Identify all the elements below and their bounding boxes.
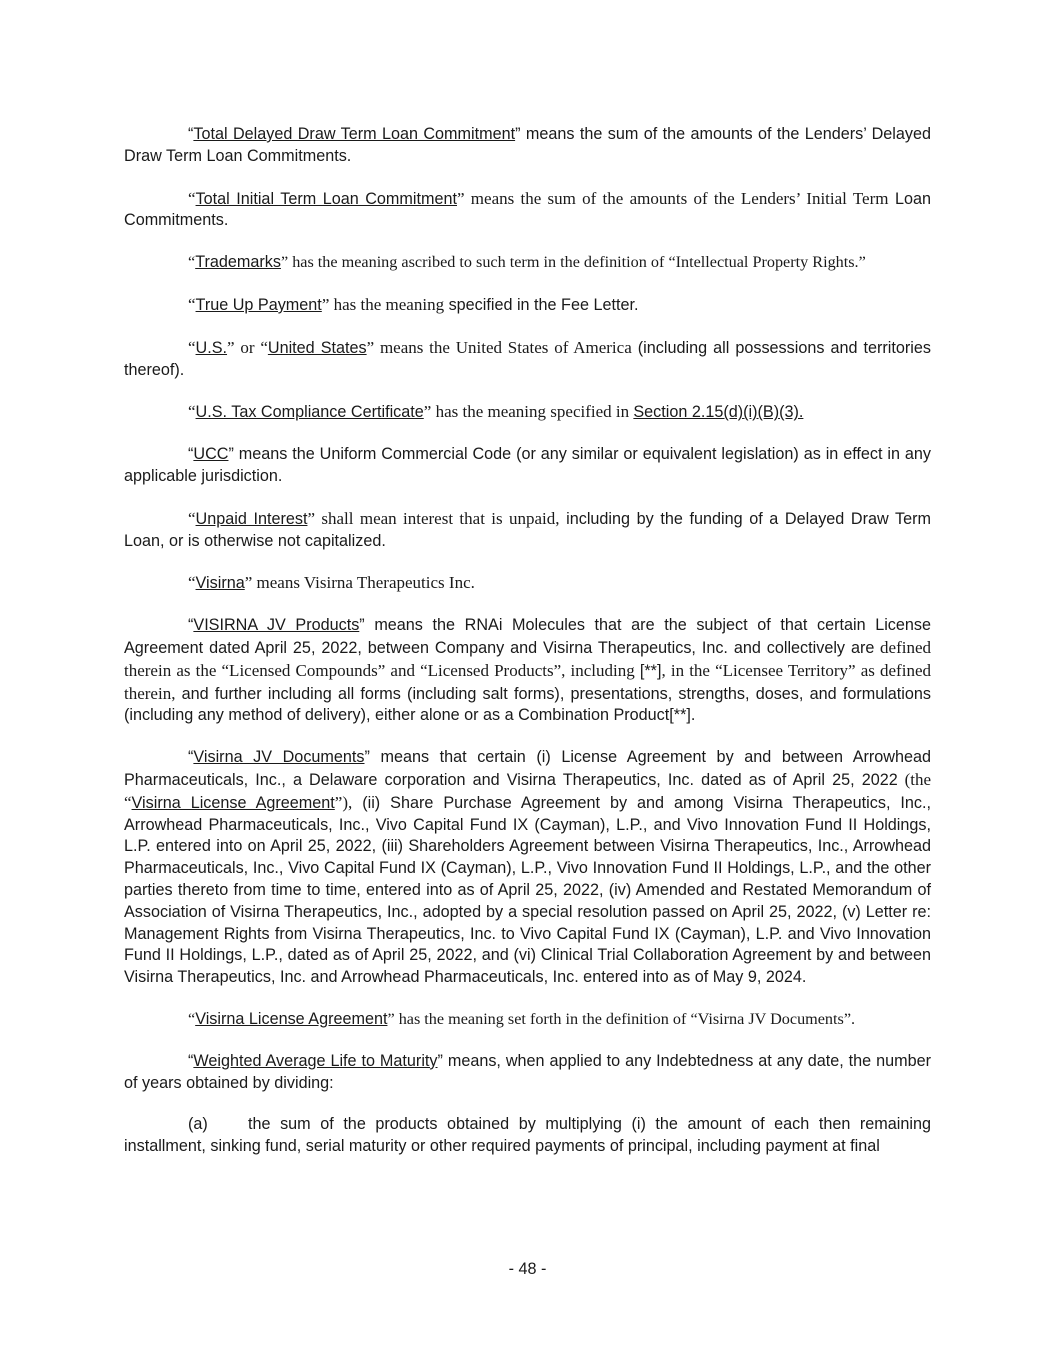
definition-trademarks: “Trademarks” has the meaning ascribed to such term in the definition of “Intellectual Property Rights.” (188, 253, 866, 272)
definition-text-continued: (including all possessions and territories thereof). (124, 338, 931, 379)
definition-text: has the meaning set forth in the definition of “Visirna JV Documents”. (394, 1009, 856, 1028)
definition-text: means the Uniform Commercial Code (or any similar or equivalent legislation) as in effect in any applicable jurisdiction. (124, 445, 931, 485)
definition-text-continued: including by the funding of a Delayed Draw Term Loan, or is otherwise not capitalized. (124, 509, 931, 550)
definition-total-initial-term-loan-commitment: “Total Initial Term Loan Commitment” means the sum of the amounts of the Lenders’ Initial Term Loan Commitments. (124, 188, 932, 230)
definition-text-forms: and further including all forms (including salt forms), presentations, strengths, doses, and formulations (including any method of delivery), either alone or as a Combination Product (124, 684, 931, 725)
defined-term: Weighted Average Life to Maturity (193, 1051, 438, 1070)
definition-visirna-license-agreement: “Visirna License Agreement” has the meaning set forth in the definition of “Visirna JV Documents”. (188, 1009, 856, 1028)
definition-ucc: “UCC” means the Uniform Commercial Code (or any similar or equivalent legislation) as in effect in any applicable jurisdiction. (124, 445, 931, 485)
defined-term: VISIRNA JV Products (193, 616, 360, 635)
document-page (124, 124, 931, 1178)
defined-term-us: U.S. (195, 338, 228, 357)
definition-true-up-payment: “True Up Payment” has the meaning specified in the Fee Letter. (188, 294, 639, 314)
defined-term: Visirna (195, 574, 245, 593)
defined-term: Unpaid Interest (195, 509, 308, 528)
page-number: - 48 - (508, 1260, 547, 1278)
definition-text: has the meaning specified in (431, 402, 634, 422)
definition-weighted-average-life-to-maturity: “Weighted Average Life to Maturity” means, when applied to any Indebtedness at any date, the number of years obtained by dividing: (124, 1051, 931, 1092)
definition-visirna-jv-products: “VISIRNA JV Products” means the RNAi Molecules that are the subject of that certain License Agreement dated April 25, 2022, between Company and Visirna Therapeutics, Inc. and collectively are defined therein as the “Licensed Compounds” and “Licensed Products”, including [**], in the “Licensee Territory” as defined therein, and further including all forms (including salt forms), presentations, strengths, doses, and formulations (including any method of delivery), either alone or as a Combination Product[**]. (124, 616, 932, 725)
definition-us-tax-compliance-certificate: “U.S. Tax Compliance Certificate” has the meaning specified in Section 2.15(d)(i)(B)(3). (188, 402, 804, 422)
definition-text-territory: , in the “Licensee Territory” as defined therein, (124, 660, 931, 703)
definition-text-continued: specified in the Fee Letter. (444, 295, 639, 314)
definition-visirna: “Visirna” means Visirna Therapeutics Inc. (188, 573, 475, 593)
period: . (690, 706, 696, 725)
defined-term: Visirna JV Documents (193, 748, 365, 767)
definition-total-delayed-draw-term-loan-commitment: “Total Delayed Draw Term Loan Commitment” means the sum of the amounts of the Lenders’ Delayed Draw Term Loan Commitments. (124, 125, 931, 165)
redaction-mark: [**] (639, 661, 662, 680)
defined-term: UCC (193, 445, 229, 464)
definition-text: means the sum of the amounts of the Lenders’ Delayed Draw Term Loan Commitments. (124, 125, 931, 165)
definition-text: means that certain (i) License Agreement by and between Arrowhead Pharmaceuticals, Inc., a Delaware corporation and Visirna Therapeutics, Inc. dated as of April 25, 2022 (124, 748, 931, 789)
definition-unpaid-interest: “Unpaid Interest” shall mean interest that is unpaid, including by the funding of a Delayed Draw Term Loan, or is otherwise not capitalized. (124, 508, 931, 550)
defined-term: Trademarks (195, 253, 281, 272)
parenthetical-open: (the “ (124, 769, 932, 812)
parenthetical-close: ”), (334, 792, 353, 812)
definition-text: means Visirna Therapeutics Inc. (252, 573, 475, 593)
definition-text-continued: Loan Commitments. (124, 189, 932, 230)
defined-term-united-states: United States (267, 338, 367, 357)
definition-text-serif: defined therein as the “Licensed Compounds” and “Licensed Products”, including (124, 637, 932, 680)
definition-text: has the meaning ascribed to such term in the definition of “Intellectual Property Rights.” (288, 253, 866, 272)
defined-term: Visirna License Agreement (195, 1009, 388, 1028)
definition-text-continued: (ii) Share Purchase Agreement by and among Visirna Therapeutics, Inc., Arrowhead Pharmaceuticals, Inc., Vivo Capital Fund IX (Cayman), L.P., and Vivo Innovation Fund II Holdings, L.P. entered into on April 25, 2022, (iii) Shareholders Agreement between Visirna Therapeutics, Inc., Arrowhead Pharmaceuticals, Inc., Vivo Capital Fund IX (Cayman), L.P., Vivo Innovation Fund II Holdings, L.P., and the other parties thereto from time to time, entered into as of April 25, 2022, (iv) Amended and Restated Memorandum of Association of Visirna Therapeutics, Inc., adopted by a special resolution passed on April 25, 2022, (v) Letter re: Management Rights from Visirna Therapeutics, Inc. to Vivo Capital Fund IX (Cayman), L.P. and Vivo Innovation Fund II Holdings, L.P., dated as of April 25, 2022, and (vi) Clinical Trial Collaboration Agreement by and between Visirna Therapeutics, Inc. and Arrowhead Pharmaceuticals, Inc. entered into as of May 9, 2024. (124, 793, 932, 987)
defined-term: True Up Payment (195, 295, 322, 314)
redaction-mark: [**] (669, 706, 691, 725)
defined-term: U.S. Tax Compliance Certificate (195, 403, 424, 422)
or-connector: or “ (234, 337, 268, 357)
definition-text: means the United States of America (374, 337, 632, 357)
item-text: the sum of the products obtained by multiplying (i) the amount of each then remaining installment, sinking fund, serial maturity or other required payments of principal, including payment at final (124, 1115, 931, 1156)
definition-text: shall mean interest that is unpaid, (315, 508, 560, 528)
definition-us-united-states: “U.S.” or “United States” means the United States of America (including all possessions and territories thereof). (124, 337, 931, 379)
definition-text: means, when applied to any Indebtedness at any date, the number of years obtained by dividing: (124, 1051, 931, 1092)
section-reference: Section 2.15(d)(i)(B)(3). (633, 403, 804, 422)
list-item-a (124, 1114, 931, 1158)
definition-visirna-jv-documents: “Visirna JV Documents” means that certain (i) License Agreement by and between Arrowhead Pharmaceuticals, Inc., a Delaware corporation and Visirna Therapeutics, Inc. dated as of April 25, 2022 (the “Visirna License Agreement”), (ii) Share Purchase Agreement by and among Visirna Therapeutics, Inc., Arrowhead Pharmaceuticals, Inc., Vivo Capital Fund IX (Cayman), L.P., and Vivo Innovation Fund II Holdings, L.P. entered into on April 25, 2022, (iii) Shareholders Agreement between Visirna Therapeutics, Inc., Arrowhead Pharmaceuticals, Inc., Vivo Capital Fund IX (Cayman), L.P., Vivo Innovation Fund II Holdings, L.P., and the other parties thereto from time to time, entered into as of April 25, 2022, (iv) Amended and Restated Memorandum of Association of Visirna Therapeutics, Inc., adopted by a special resolution passed on April 25, 2022, (v) Letter re: Management Rights from Visirna Therapeutics, Inc. to Vivo Capital Fund IX (Cayman), L.P. and Vivo Innovation Fund II Holdings, L.P., dated as of April 25, 2022, and (vi) Clinical Trial Collaboration Agreement by and between Visirna Therapeutics, Inc. and Arrowhead Pharmaceuticals, Inc. entered into as of May 9, 2024. (124, 748, 932, 987)
definition-text: means the sum of the amounts of the Lenders’ Initial Term (464, 188, 889, 208)
defined-subterm: Visirna License Agreement (131, 793, 335, 812)
item-label: (a) (188, 1115, 208, 1134)
defined-term: Total Delayed Draw Term Loan Commitment (193, 125, 516, 143)
definition-text: has the meaning (329, 294, 445, 314)
definition-text: means the RNAi Molecules that are the subject of that certain License Agreement dated April 25, 2022, between Company and Visirna Therapeutics, Inc. and collectively are (124, 616, 932, 657)
defined-term: Total Initial Term Loan Commitment (195, 189, 457, 208)
